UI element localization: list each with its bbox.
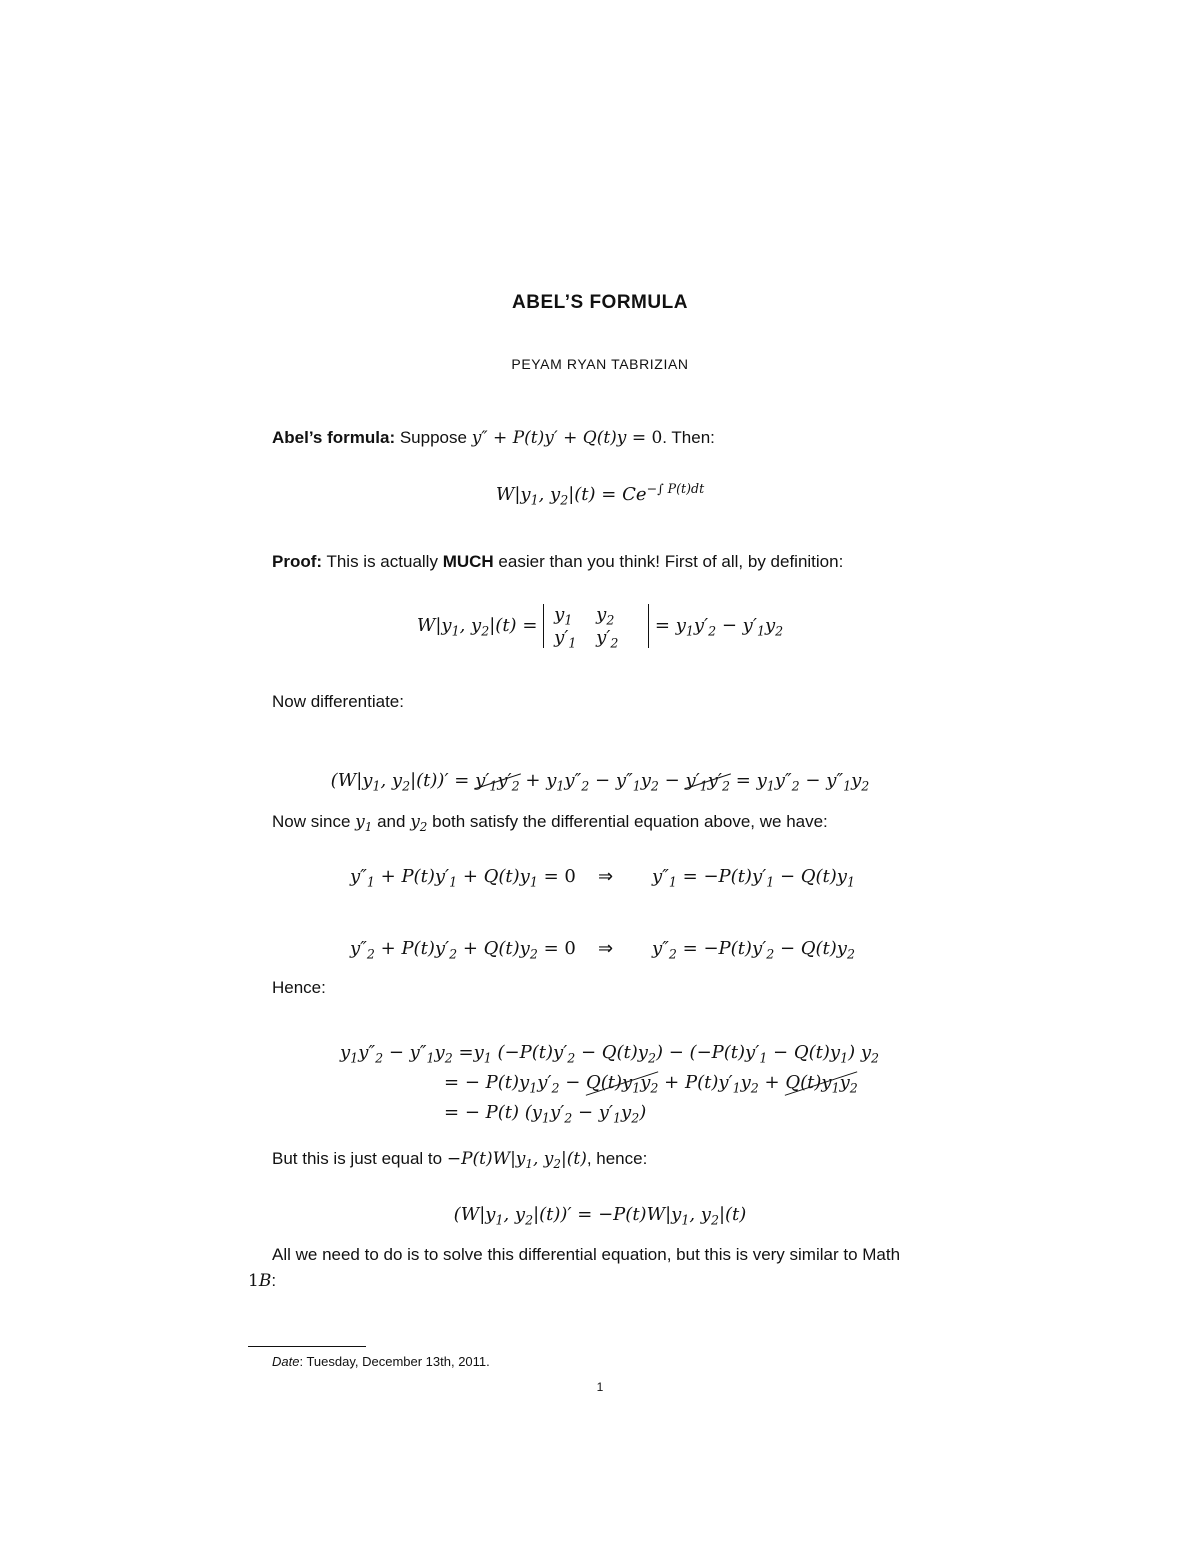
hence-text: Hence: [272,978,326,997]
since-text-c: both satisfy the differential equation above, we have: [432,812,828,831]
footnote [272,1354,490,1369]
since-text: Now since $y_1$ and $y_2$ both satisfy the differential equation above, we have: [272,812,828,835]
abel-formula-statement [272,426,715,450]
implies-arrow-1: ⇒ [598,866,614,887]
differentiate-text: Now differentiate: [272,692,404,711]
footnote-label: Date [272,1354,300,1369]
abel-formula-equation: $W|y_1$, $y_2|(t) = Ce^{-\int P(t)dt}$ [495,481,705,508]
equal-text: But this is just equal to $-P(t)W|y_1$, $y_2|(t)$, hence: [272,1149,648,1172]
page-title: ABEL’S FORMULA [512,292,688,313]
hence-line-1: $y_1y''_2 - y''_1y_2 =y_1$ $(-P(t)y'_2 - Q(t)y_2) - (-P(t)y'_1 - Q(t)y_1)$ $y_2$ [340,1042,880,1066]
hence-line-3: = − P(t) $(y_1y'_2 - y'_1y_2)$ [444,1102,647,1126]
since-text-b: and [377,812,406,831]
equal-text-a: But this is just equal to [272,1149,443,1168]
proof-text-a: This is actually [326,552,438,571]
y2-second-derivative: $y''_2 = -P(t)y'_2 - Q(t)y_2$ [652,938,855,962]
proof-emphasis: MUCH [442,552,494,571]
wronskian-definition: $W|y_1$, $y_2|(t)$ = $y_1$ $y_2$ $y'_1$ $y'_2$ = $y_1y'_2 - y'_1y_2$ [416,604,784,651]
y1-second-derivative: $y''_1 = -P(t)y'_1 - Q(t)y_1$ [652,866,855,890]
proof-label: Proof: [272,552,323,571]
wronskian-determinant: $y_1$ $y_2$ $y'_1$ $y'_2$ [543,604,649,648]
hence-line-2: = − $P(t)y_1y'_2 - Q(t)y_1y_2 + P(t)y'_1y_2 + Q(t)y_1y_2$ [444,1072,858,1096]
page-number: 1 [596,1380,604,1394]
derivative-equation: ($W|y_1$, $y_2|(t))' = y'_1y'_2 + y_1y''_2 - y''_1y_2 - y'_1y'_2 = y_1y''_2 - y''_1y_2$ [330,770,870,794]
proof-intro [272,550,843,574]
author-name: PEYAM RYAN TABRIZIAN [511,356,689,372]
ode-y2-equation: $y''_2 + P(t)y'_2 + Q(t)y_2 = 0$ [350,938,576,962]
ode-inline: y″ + P(t)y′ + Q(t)y = 0 [471,428,663,448]
footnote-text: : Tuesday, December 13th, 2011. [299,1354,490,1369]
solve-text-suffix: : [271,1271,277,1290]
abel-formula-suffix: . Then: [662,428,715,447]
abel-formula-text: Suppose [399,428,467,447]
abel-formula-label: Abel’s formula: [272,428,396,447]
ode-y1-equation: $y''_1 + P(t)y'_1 + Q(t)y_1 = 0$ [350,866,576,890]
footnote-rule [248,1346,366,1347]
equal-text-b: , hence: [586,1149,648,1168]
wronskian-ode: ($W|y_1$, $y_2|(t))' = -P(t)W|y_1$, $y_2|(t)$ [453,1204,747,1228]
solve-text-line2: 1B: [248,1271,277,1291]
since-text-a: Now since [272,812,351,831]
solve-text-line1: All we need to do is to solve this differential equation, but this is very similar to Math [272,1245,901,1264]
implies-arrow-2: ⇒ [598,938,614,959]
proof-text-b: easier than you think! First of all, by definition: [498,552,844,571]
